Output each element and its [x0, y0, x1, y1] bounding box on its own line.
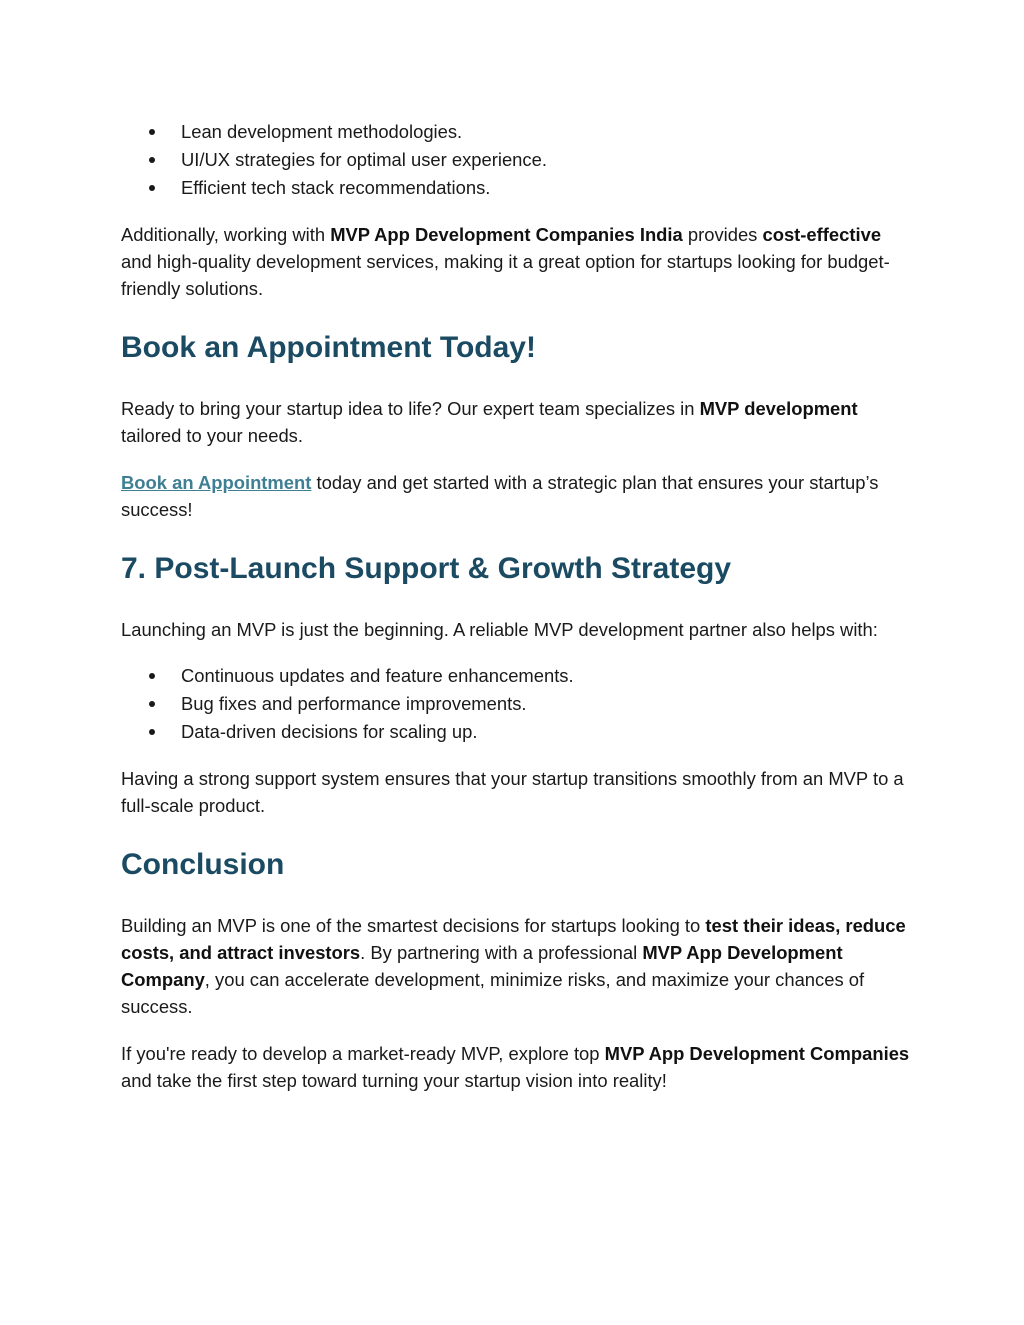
text-span: and high-quality development services, making it a great option for startups looking for budget-friendly solutions.	[121, 251, 890, 299]
text-span: , you can accelerate development, minimize risks, and maximize your chances of success.	[121, 969, 865, 1017]
text-span: Ready to bring your startup idea to life? Our expert team specializes in	[121, 398, 700, 419]
list-item: Lean development methodologies.	[121, 118, 911, 146]
book-appointment-link[interactable]: Book an Appointment	[121, 472, 312, 493]
page-content	[121, 118, 911, 1094]
bold-text: MVP App Development Company	[121, 942, 843, 990]
text-span: tailored to your needs.	[121, 425, 303, 446]
list-item: Continuous updates and feature enhancements.	[121, 662, 911, 690]
text-span: today and get started with a strategic plan that ensures your startup’s success!	[121, 472, 879, 520]
text-span: provides	[682, 224, 763, 245]
paragraph-book-link	[121, 469, 911, 523]
list-item: Efficient tech stack recommendations.	[121, 174, 911, 202]
bullet-list-approach	[121, 118, 911, 202]
bold-text: cost-effective	[762, 224, 882, 245]
list-item: Data-driven decisions for scaling up.	[121, 718, 911, 746]
paragraph-ready	[121, 395, 911, 449]
heading-conclusion: Conclusion	[121, 848, 285, 881]
text-span: . By partnering with a professional	[360, 942, 643, 963]
heading-book-appointment: Book an Appointment Today!	[121, 331, 536, 364]
bullet-list-support	[121, 662, 911, 746]
text-span: Additionally, working with	[121, 224, 331, 245]
paragraph-launching: Launching an MVP is just the beginning. A reliable MVP development partner also helps with:	[121, 619, 878, 640]
text-span: and take the first step toward turning your startup vision into reality!	[121, 1070, 667, 1091]
list-item: Bug fixes and performance improvements.	[121, 690, 911, 718]
text-span: If you're ready to develop a market-ready MVP, explore top	[121, 1043, 605, 1064]
paragraph-building	[121, 912, 911, 1020]
paragraph-ready-develop	[121, 1040, 911, 1094]
paragraph-support: Having a strong support system ensures that your startup transitions smoothly from an MVP to a full-scale product.	[121, 768, 904, 816]
bold-text: MVP App Development Companies India	[330, 224, 683, 245]
paragraph-additionally	[121, 221, 911, 302]
bold-text: test their ideas, reduce costs, and attract investors	[121, 915, 906, 963]
bold-text: MVP App Development Companies	[604, 1043, 910, 1064]
bold-text: MVP development	[699, 398, 858, 419]
list-item: UI/UX strategies for optimal user experience.	[121, 146, 911, 174]
heading-post-launch: 7. Post-Launch Support & Growth Strategy	[121, 552, 732, 585]
text-span: Building an MVP is one of the smartest decisions for startups looking to	[121, 915, 706, 936]
